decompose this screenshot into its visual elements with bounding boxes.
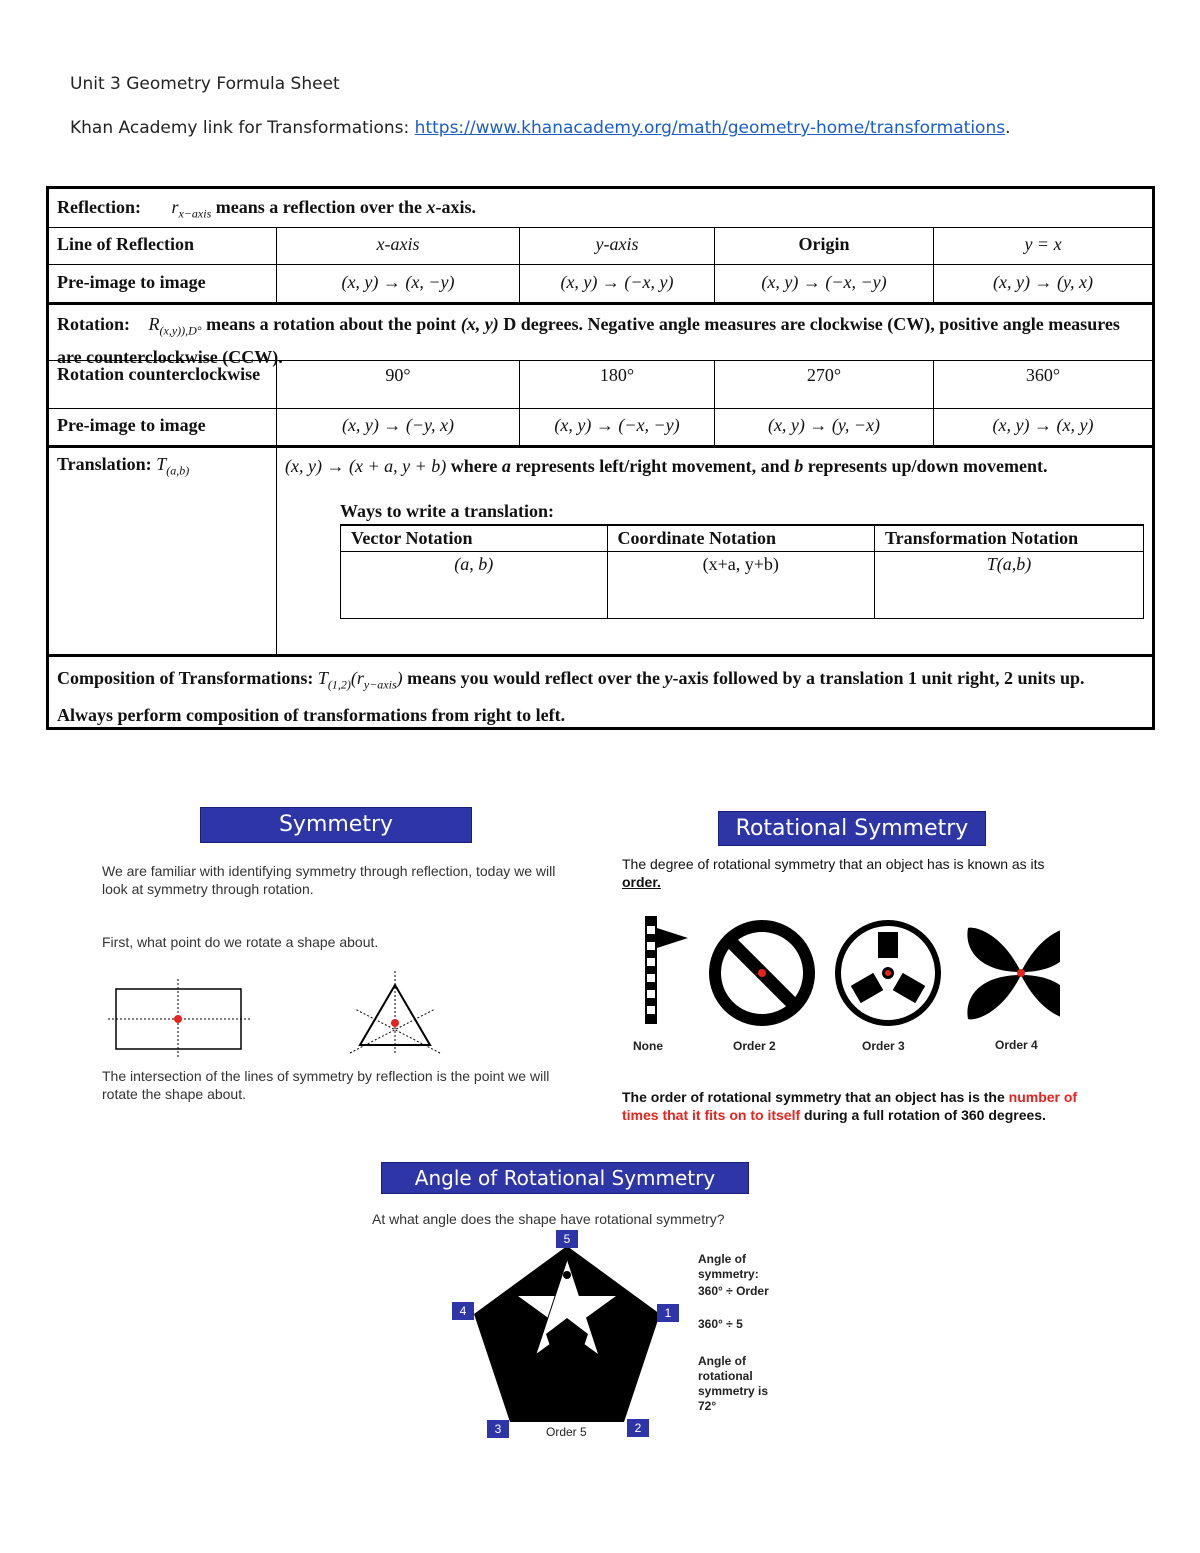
coordinate-notation-value: (x+a, y+b) (607, 552, 874, 619)
symmetry-answer: The intersection of the lines of symmetry by reflection is the point we will rotate the shape about. (102, 1068, 550, 1102)
rotational-symmetry-intro: The degree of rotational symmetry that an object has is known as its order. (622, 856, 1045, 890)
pentagon-number-5: 5 (556, 1230, 578, 1248)
rotation-ccw-header: Rotation counterclockwise (49, 361, 277, 408)
symmetry-shapes (108, 965, 448, 1060)
angle-note-title: Angle of symmetry: (698, 1252, 759, 1281)
trefoil-icon (838, 923, 938, 1023)
pentagon-number-4: 4 (452, 1302, 474, 1320)
coordinate-notation-header: Coordinate Notation (607, 525, 874, 552)
line-of-reflection-header: Line of Reflection (49, 228, 277, 264)
label-order-4: Order 4 (995, 1038, 1038, 1052)
rotation-col-270: 270° (715, 361, 934, 408)
formula-table (46, 186, 1155, 730)
angle-note-calc: 360° ÷ 5 (698, 1317, 743, 1331)
reflection-col-y-equals-x: y = x (1024, 234, 1062, 254)
angle-note-formula: 360° ÷ Order (698, 1284, 769, 1298)
rotation-preimage-header: Pre-image to image (49, 409, 277, 445)
rectangle-shape (108, 979, 250, 1057)
translation-row (49, 448, 1152, 657)
symmetry-question: First, what point do we rotate a shape about. (102, 934, 379, 950)
rotation-col-90: 90° (277, 361, 520, 408)
rotational-symmetry-definition: The order of rotational symmetry that an object has is the number of times that it fits on to itself during a full rotation of 360 degrees. (622, 1089, 1078, 1123)
reflection-notation: $r_{x-axis}$ (171, 197, 212, 221)
composition-row (49, 657, 1152, 727)
khan-link-line (70, 118, 1011, 138)
reflection-preimage-header: Pre-image to image (49, 265, 277, 302)
reflection-description: means a reflection over the x-axis. (211, 197, 477, 217)
symmetry-banner: Symmetry (200, 807, 472, 843)
rotation-mapping-row (49, 409, 1152, 448)
rotation-title-row (49, 305, 1152, 367)
reflection-mapping-row (49, 265, 1152, 305)
label-order-2: Order 2 (733, 1039, 776, 1053)
pentagon-number-3: 3 (487, 1420, 509, 1438)
rotation-map-180: (x, y) → (−x, −y) (520, 409, 715, 445)
rotation-col-360: 360° (1025, 365, 1061, 385)
reflection-title-row (49, 189, 1152, 228)
translation-label: Translation: $T_{(a,b)}$ (49, 448, 277, 654)
translation-notation-table (340, 524, 1144, 619)
angle-symmetry-banner: Angle of Rotational Symmetry (381, 1162, 749, 1194)
rotation-map-270: (x, y) → (y, −x) (715, 409, 934, 445)
reflection-col-origin: Origin (715, 228, 934, 264)
label-order-3: Order 3 (862, 1039, 905, 1053)
no-sign-icon (715, 926, 809, 1020)
symmetry-intro: We are familiar with identifying symmetry through reflection, today we will look at symmetry through rotation. (102, 863, 556, 897)
angle-note-result: Angle of rotational symmetry is 72° (698, 1354, 769, 1413)
reflection-map-origin: (x, y) → (−x, −y) (715, 265, 934, 302)
ways-to-write-title: Ways to write a translation: (340, 501, 554, 521)
flag-icon (645, 916, 688, 1024)
transformation-notation-header: Transformation Notation (874, 525, 1143, 552)
triangle-shape (350, 971, 440, 1053)
composition-description: Composition of Transformations: $T_{(1,2)}(r_{y-axis})$ means you would reflect over the y-axis followed by a translation 1 unit right, 2 units up. Always perform composition of transformations from right to left. (57, 668, 1085, 725)
rotation-map-360: (x, y) → (x, y) (992, 415, 1094, 435)
reflection-map-y-equals-x: (x, y) → (y, x) (993, 272, 1093, 292)
reflection-col-x-axis: x-axis (277, 228, 520, 264)
rotation-description: Rotation: $R_{(x,y)),D^\circ}$ means a rotation about the point (x, y) D degrees. Negative angle measures are clockwise (CW), positive angle measures are counterclockwise (CCW). (57, 314, 1120, 367)
label-none: None (633, 1039, 663, 1053)
order-5-label: Order 5 (546, 1425, 587, 1439)
rotation-header-row (49, 361, 1152, 409)
four-petal-icon (967, 928, 1060, 1020)
reflection-map-x-axis: (x, y) → (x, −y) (277, 265, 520, 302)
vector-notation-header: Vector Notation (341, 525, 608, 552)
reflection-header-row (49, 228, 1152, 265)
pentagon-number-1: 1 (657, 1304, 679, 1322)
reflection-label: Reflection: (57, 197, 141, 217)
rotation-map-90: (x, y) → (−y, x) (277, 409, 520, 445)
rotational-symmetry-examples (620, 910, 1060, 1030)
page-title: Unit 3 Geometry Formula Sheet (70, 74, 340, 94)
khan-link-prefix: Khan Academy link for Transformations: (70, 118, 415, 138)
angle-symmetry-question: At what angle does the shape have rotational symmetry? (372, 1211, 725, 1227)
vector-notation-value: (a, b) (341, 552, 608, 619)
reflection-col-y-axis: y-axis (520, 228, 715, 264)
translation-description: (x, y) → (x + a, y + b) where a represents left/right movement, and b represents up/down movement. (285, 456, 1048, 476)
pentagon-star-figure (470, 1240, 670, 1430)
khan-link-suffix: . (1005, 118, 1011, 138)
pentagon-number-2: 2 (627, 1419, 649, 1437)
khan-academy-link[interactable]: https://www.khanacademy.org/math/geometry-home/transformations (414, 118, 1006, 138)
transformation-notation-value: T(a,b) (874, 552, 1143, 619)
rotational-symmetry-banner: Rotational Symmetry (718, 811, 986, 846)
translation-body (277, 448, 1152, 654)
reflection-map-y-axis: (x, y) → (−x, y) (520, 265, 715, 302)
rotation-col-180: 180° (520, 361, 715, 408)
